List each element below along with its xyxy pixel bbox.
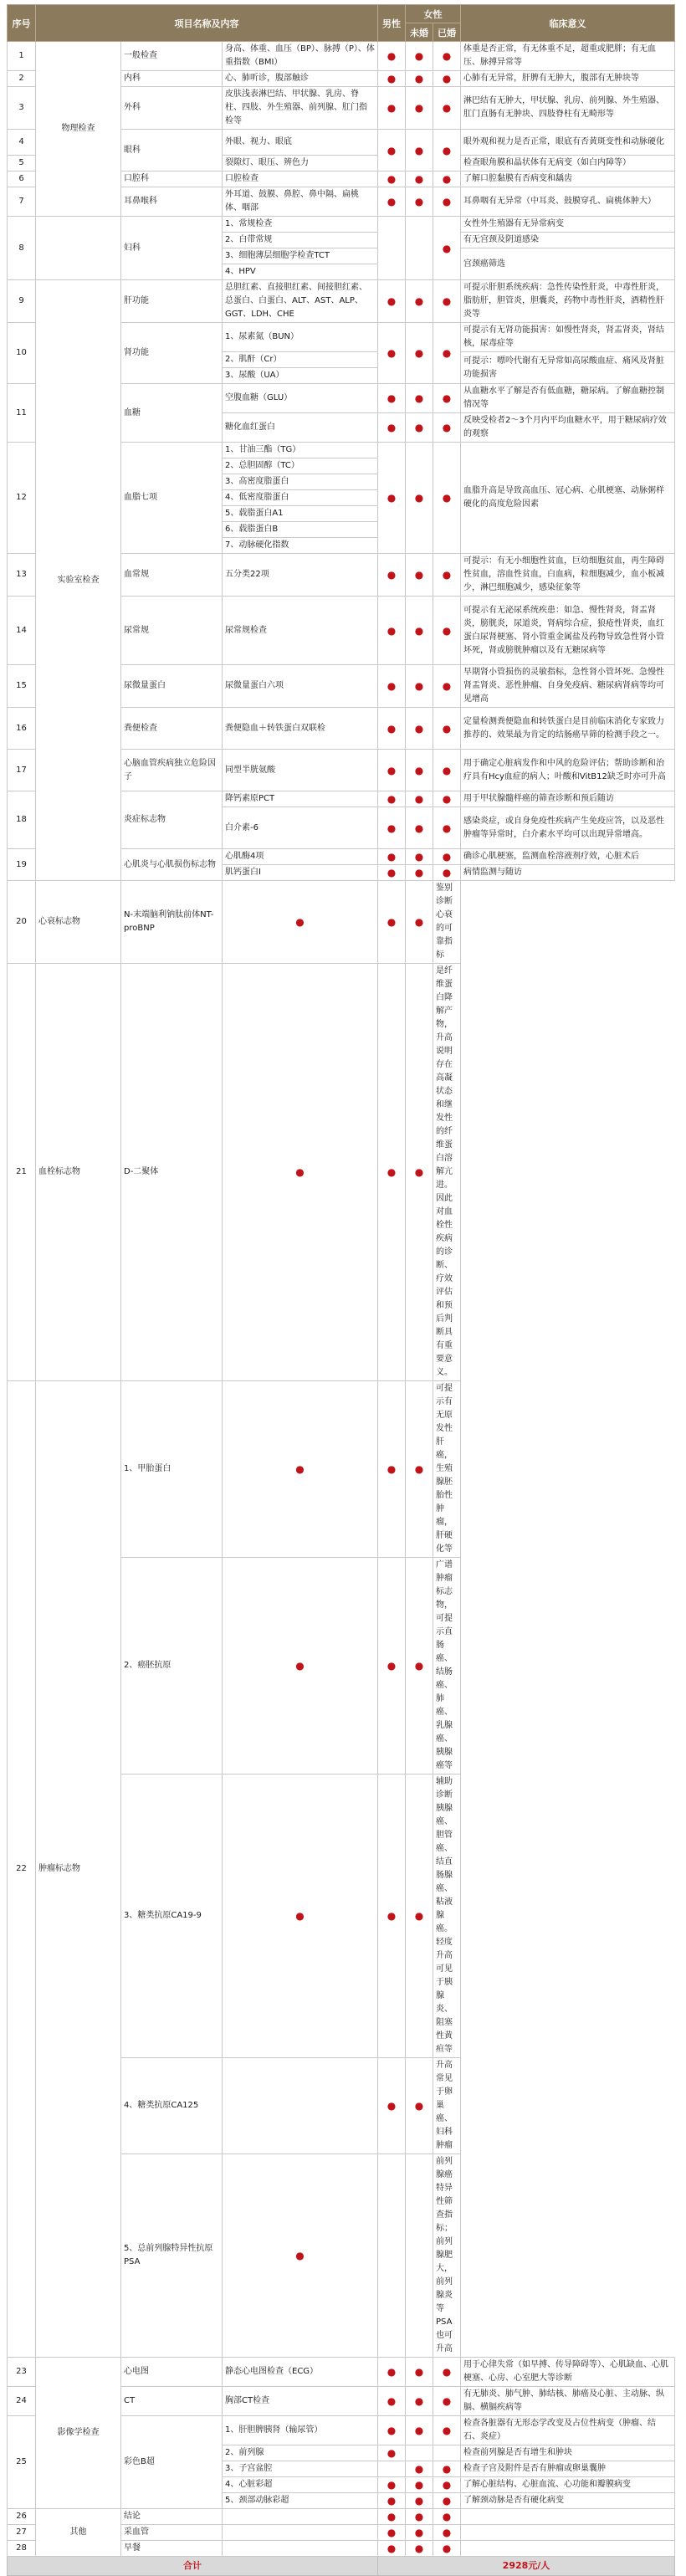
unmarried-mark: ● [406,2493,433,2509]
married-mark: ● [433,865,461,881]
item-content: 白介素-6 [223,807,378,849]
male-mark [223,2058,378,2154]
row-number: 25 [8,2416,36,2509]
male-mark: ● [223,1775,378,2058]
item-name: 心肌炎与心肌损伤标志物 [121,849,223,881]
clinical-meaning: 耳鼻咽有无异常（中耳炎、鼓膜穿孔、扁桃体肿大） [461,187,675,217]
item-content: N-末端脑利钠肽前体NT-proBNP [121,881,223,964]
unmarried-mark: ● [406,413,433,443]
unmarried-mark: ● [378,964,406,1381]
married-mark: ● [433,172,461,187]
clinical-meaning: 可提示有无泌尿系统疾患：如急、慢性肾炎，肾盂肾炎，膀胱炎，尿道炎，肾病综合症，狼疮性肾炎，血红蛋白尿肾梗塞、肾小管重金属盐及药物导致急性肾小管坏死，肾或膀胱肿瘤以及有无糖尿病等 [461,597,675,665]
exam-table-wrapper [7,4,674,2576]
married-mark: ● [433,2387,461,2416]
unmarried-mark: ● [406,42,433,71]
row-number: 15 [8,665,36,708]
total-label: 合计 [8,2557,378,2576]
male-mark: ● [378,87,406,130]
clinical-meaning [461,2509,675,2525]
header-seq: 序号 [8,5,36,42]
unmarried-mark: ● [406,865,433,881]
clinical-meaning: 检查子宫及附件是否有肿瘤或卵巢囊肿 [461,2461,675,2477]
clinical-meaning: 检查各脏器有无形态学改变及占位性病变（肿瘤、结石、炎症） [461,2416,675,2445]
row-number: 2 [8,71,36,87]
married-mark: ● [433,71,461,87]
row-number: 7 [8,187,36,217]
item-content: 外眼、视力、眼底 [223,130,378,156]
married-mark: ● [433,2525,461,2541]
male-mark: ● [378,807,406,849]
male-mark: ● [378,2416,406,2445]
clinical-meaning: 有无肺炎、肺气肿、肺结核、肺癌及心脏、主动脉、纵膈、横膈疾病等 [461,2387,675,2416]
row-number: 23 [8,2358,36,2387]
clinical-meaning: 女性外生殖器有无异常病变 [461,217,675,233]
unmarried-mark: ● [406,708,433,750]
item-content: 心肌酶4项 [223,849,378,865]
item-name: 彩色B超 [121,2416,223,2509]
married-mark: ● [406,881,433,964]
item-name: 血脂七项 [121,443,223,554]
married-mark: ● [433,217,461,280]
clinical-meaning: 有无宫颈及阴道感染 [461,233,675,248]
male-mark: ● [378,849,406,865]
married-mark: ● [406,2058,433,2154]
item-content: 1、甲胎蛋白 [121,1381,223,1558]
row-number: 9 [8,280,36,323]
clinical-meaning: 用于确定心脏病发作和中风的危险评估；帮助诊断和治疗具有Hcy血症的病人；叶酸和VitB12缺乏时亦可升高 [461,750,675,791]
item-content: 4、糖类抗原CA125 [121,2058,223,2154]
male-mark: ● [378,665,406,708]
row-number: 14 [8,597,36,665]
item-name: 口腔科 [121,172,223,187]
unmarried-mark: ● [406,807,433,849]
married-mark: ● [433,2509,461,2525]
married-mark: ● [433,665,461,708]
item-content: 粪便隐血＋转铁蛋白双联检 [223,708,378,750]
row-number: 26 [8,2509,36,2525]
row-number: 6 [8,172,36,187]
male-mark: ● [378,413,406,443]
clinical-meaning: 反映受检者2～3个月内平均血糖水平，用于糖尿病疗效的观察 [461,413,675,443]
item-content: 2、癌胚抗原 [121,1558,223,1775]
row-number: 1 [8,42,36,71]
clinical-meaning: 可提示肝胆系统疾病：急性传染性肝炎，中毒性肝炎，脂肪肝，胆管炎，胆囊炎，药物中毒性肝炎，酒精性肝炎等 [461,280,675,323]
item-content: 皮肤浅表淋巴结、甲状腺、乳房、脊柱、四肢、外生殖器、前列腺、肛门指检等 [223,87,378,130]
male-mark: ● [378,172,406,187]
row-number: 22 [8,1381,36,2358]
unmarried-mark: ● [406,597,433,665]
unmarried-mark [406,217,433,280]
unmarried-mark: ● [406,323,433,384]
item-name: 内科 [121,71,223,87]
clinical-meaning: 可提示：嘌呤代谢有无异常如高尿酸血症、痛风及肾脏功能损害 [461,352,675,384]
row-number: 13 [8,554,36,597]
clinical-meaning: 眼外观和视力是否正常，眼底有否黄斑变性和动脉硬化 [461,130,675,156]
item-content: 3、尿酸（UA） [223,368,378,384]
unmarried-mark: ● [406,172,433,187]
unmarried-mark [378,2154,406,2358]
item-content: 总胆红素、直接胆红素、间接胆红素、总蛋白、白蛋白、ALT、AST、ALP、GGT、LDH、CHE [223,280,378,323]
married-mark: ● [433,2358,461,2387]
male-mark [378,2461,406,2477]
unmarried-mark: ● [406,2387,433,2416]
male-mark: ● [378,2387,406,2416]
item-content: 4、心脏彩超 [223,2477,378,2493]
married-mark: ● [433,323,461,384]
married-mark: ● [406,1558,433,1775]
male-mark: ● [223,1558,378,1775]
row-number: 28 [8,2541,36,2557]
male-mark: ● [378,187,406,217]
married-mark: ● [433,384,461,413]
category-label: 影像学检查 [36,2358,121,2509]
married-mark: ● [433,2541,461,2557]
clinical-meaning: 确诊心肌梗塞，监测血栓溶液剂疗效，心脏术后 [461,849,675,865]
item-content: 糖化血红蛋白 [223,413,378,443]
item-name: CT [121,2387,223,2416]
clinical-meaning: 体重是否正常，有无体重不足，超重或肥胖；有无血压、脉搏异常等 [461,42,675,71]
clinical-meaning: 了解心脏结构、心脏血流、心功能和瓣膜病变 [461,2477,675,2493]
clinical-meaning: 可提示有无肾功能损害：如慢性肾炎，肾盂肾炎，肾结核，尿毒症等 [461,323,675,352]
married-mark: ● [433,443,461,554]
clinical-meaning: 广谱肿瘤标志物，可提示直肠癌、结肠癌、肺癌、乳腺癌、胰腺癌等 [433,1558,461,1775]
married-mark: ● [433,2477,461,2493]
unmarried-mark: ● [406,71,433,87]
header-unmarried: 未婚 [406,23,433,42]
unmarried-mark: ● [406,87,433,130]
male-mark: ● [378,2358,406,2387]
unmarried-mark: ● [406,130,433,172]
exam-package-table [7,4,675,2576]
unmarried-mark: ● [406,187,433,217]
married-mark: ● [433,2493,461,2509]
clinical-meaning: 可提示有无原发性肝癌，生殖腺胚胎性肿瘤，肝硬化等 [433,1381,461,1558]
unmarried-mark: ● [406,665,433,708]
male-mark: ● [378,2525,406,2541]
item-name: 早餐 [121,2541,223,2557]
unmarried-mark: ● [406,2461,433,2477]
unmarried-mark: ● [406,2358,433,2387]
married-mark: ● [433,2416,461,2445]
male-mark: ● [378,865,406,881]
item-name: 眼科 [121,130,223,172]
total-price: 2928元/人 [378,2557,675,2576]
unmarried-mark: ● [378,1558,406,1775]
unmarried-mark: ● [406,849,433,865]
item-content: 口腔检查 [223,172,378,187]
unmarried-mark: ● [406,2541,433,2557]
item-name: 采血管 [121,2525,223,2541]
clinical-meaning: 可提示：有无小细胞性贫血，巨幼细胞贫血，再生障碍性贫血，溶血性贫血，白血病，粒细胞减少，血小板减少，淋巴细胞减少，感染征象等 [461,554,675,597]
clinical-meaning: 血脂升高是导致高血压、冠心病、心肌梗塞、动脉粥样硬化的高度危险因素 [461,443,675,554]
married-mark: ● [433,807,461,849]
row-number: 3 [8,87,36,130]
header-meaning: 临床意义 [461,5,675,42]
item-name: 血糖 [121,384,223,443]
married-mark: ● [406,964,433,1381]
item-name: 心脑血管疾病独立危险因子 [121,750,223,791]
category-label: 其他 [36,2509,121,2557]
item-name: 尿微量蛋白 [121,665,223,708]
item-content: 5、总前列腺特异性抗原PSA [121,2154,223,2358]
item-name: 外科 [121,87,223,130]
row-number: 16 [8,708,36,750]
married-mark [406,2154,433,2358]
item-name: 结论 [121,2509,223,2525]
item-content [223,2509,378,2525]
unmarried-mark: ● [406,384,433,413]
item-content: 3、细胞薄层细胞学检查TCT [223,248,378,264]
item-content: 身高、体重、血压（BP）、脉搏（P）、体重指数（BMI） [223,42,378,71]
item-name: 血栓标志物 [36,964,121,1381]
clinical-meaning: 了解口腔黏膜有否病变和龋齿 [461,172,675,187]
clinical-meaning: 用于心律失常（如早搏、传导障碍等）、心肌缺血、心肌梗塞、心房、心室肥大等诊断 [461,2358,675,2387]
unmarried-mark: ● [406,280,433,323]
item-content: 3、子宫盆腔 [223,2461,378,2477]
male-mark: ● [378,2541,406,2557]
header-married: 已婚 [433,23,461,42]
item-content: 4、低密度脂蛋白 [223,490,378,506]
clinical-meaning [461,2525,675,2541]
item-content: 3、糖类抗原CA19-9 [121,1775,223,2058]
row-number: 11 [8,384,36,443]
male-mark: ● [378,791,406,807]
clinical-meaning: 辅助诊断胰腺癌、胆管癌、结直肠腺癌、粘液腺癌。轻度升高可见于胰腺炎、阻塞性黄疸等 [433,1775,461,2058]
clinical-meaning: 病情监测与随访 [461,865,675,881]
row-number: 10 [8,323,36,384]
male-mark: ● [378,323,406,384]
item-content: 尿常规检查 [223,597,378,665]
male-mark: ● [378,71,406,87]
married-mark: ● [433,791,461,807]
unmarried-mark: ● [406,791,433,807]
clinical-meaning: 升高常见于卵巢癌、妇科肿瘤 [433,2058,461,2154]
category-label: 实验室检查 [36,280,121,881]
item-content: 降钙素原PCT [223,791,378,807]
row-number: 19 [8,849,36,881]
unmarried-mark: ● [406,2477,433,2493]
married-mark: ● [433,554,461,597]
row-number: 21 [8,964,36,1381]
male-mark: ● [378,2445,406,2461]
item-content: 7、动脉硬化指数 [223,538,378,554]
row-number: 24 [8,2387,36,2416]
male-mark: ● [378,130,406,172]
male-mark: ● [378,443,406,554]
item-content: 尿微量蛋白六项 [223,665,378,708]
item-name: 尿常规 [121,597,223,665]
married-mark: ● [433,413,461,443]
item-name: 耳鼻喉科 [121,187,223,217]
unmarried-mark: ● [378,881,406,964]
item-content: 1、常规检查 [223,217,378,233]
male-mark: ● [378,708,406,750]
item-content: 5、载脂蛋白A1 [223,506,378,522]
unmarried-mark: ● [406,554,433,597]
item-content: 心、肺听诊，腹部触诊 [223,71,378,87]
item-name: 肝功能 [121,280,223,323]
unmarried-mark: ● [406,2525,433,2541]
male-mark: ● [378,2509,406,2525]
row-number: 8 [8,217,36,280]
clinical-meaning: 检查眼角膜和晶状体有无病变（如白内障等） [461,156,675,172]
item-content: 五分类22项 [223,554,378,597]
married-mark: ● [406,1775,433,2058]
item-content: 5、颈部动脉彩超 [223,2493,378,2509]
clinical-meaning: 淋巴结有无肿大，甲状腺、乳房、前列腺、外生殖器、肛门直肠有无肿块、四肢脊柱有无畸形等 [461,87,675,130]
unmarried-mark: ● [378,1775,406,2058]
clinical-meaning: 是纤维蛋白降解产物，升高说明存在高凝状态和继发性的纤维蛋白溶解亢进。因此对血栓性疾病的诊断、疗效评估和预后判断具有重要意义。 [433,964,461,1381]
item-content: 裂隙灯、眼压、辨色力 [223,156,378,172]
male-mark: ● [223,964,378,1381]
item-name: 肿瘤标志物 [36,1381,121,2358]
male-mark: ● [223,2154,378,2358]
header-item: 项目名称及内容 [36,5,378,42]
category-label: 物理检查 [36,42,121,217]
male-mark: ● [378,384,406,413]
married-mark: ● [433,597,461,665]
item-content: 3、高密度脂蛋白 [223,474,378,490]
item-content: 2、白带常规 [223,233,378,248]
male-mark: ● [378,2477,406,2493]
unmarried-mark: ● [378,2058,406,2154]
male-mark: ● [378,554,406,597]
clinical-meaning: 感染炎症，或自身免疫性疾病产生免疫应答，以及恶性肿瘤等异常时，白介素水平均可以出现异常增高。 [461,807,675,849]
item-content: 胸部CT检查 [223,2387,378,2416]
row-number: 4 [8,130,36,156]
item-content: 1、肝胆脾胰肾（输尿管） [223,2416,378,2445]
item-content: 2、前列腺 [223,2445,378,2461]
item-name: 妇科 [121,217,223,280]
item-name: 心电图 [121,2358,223,2387]
clinical-meaning [461,2541,675,2557]
married-mark: ● [433,2461,461,2477]
unmarried-mark: ● [406,443,433,554]
married-mark [433,2445,461,2461]
item-name: 粪便检查 [121,708,223,750]
row-number: 18 [8,791,36,849]
row-number: 27 [8,2525,36,2541]
male-mark: ● [223,1381,378,1558]
item-content: 2、总胆固醇（TC） [223,458,378,474]
item-content [223,2525,378,2541]
header-male: 男性 [378,5,406,42]
item-content: 同型半胱氨酸 [223,750,378,791]
item-name: 一般检查 [121,42,223,71]
row-number: 12 [8,443,36,554]
item-content: 静态心电图检查（ECG） [223,2358,378,2387]
clinical-meaning: 鉴别诊断心衰的可靠指标 [433,881,461,964]
married-mark: ● [433,42,461,71]
row-number: 20 [8,881,36,964]
male-mark: ● [378,597,406,665]
married-mark: ● [433,849,461,865]
unmarried-mark [406,2445,433,2461]
clinical-meaning: 用于甲状腺髓样癌的筛查诊断和预后随访 [461,791,675,807]
clinical-meaning: 前列腺癌特异性筛查指标；前列腺肥大，前列腺炎等PSA也可升高 [433,2154,461,2358]
clinical-meaning: 从血糖水平了解是否有低血糖，糖尿病。了解血糖控制情况等 [461,384,675,413]
clinical-meaning: 定量检测粪便隐血和转铁蛋白是目前临床消化专家致力推荐的、效果最为肯定的结肠癌早筛的检测手段之一。 [461,708,675,750]
header-female: 女性 [406,5,461,23]
male-mark: ● [378,2493,406,2509]
married-mark: ● [406,1381,433,1558]
married-mark: ● [433,708,461,750]
clinical-meaning: 了解颈动脉是否有硬化病变 [461,2493,675,2509]
item-name: 血常规 [121,554,223,597]
male-mark: ● [378,42,406,71]
category-spacer [36,217,121,280]
married-mark: ● [433,187,461,217]
male-mark: ● [378,280,406,323]
item-content: 空腹血糖（GLU） [223,384,378,413]
item-content: 1、甘油三酯（TG） [223,443,378,458]
item-name: 心衰标志物 [36,881,121,964]
married-mark: ● [433,280,461,323]
male-mark: ● [378,750,406,791]
item-content: 6、载脂蛋白B [223,522,378,538]
unmarried-mark: ● [406,2509,433,2525]
unmarried-mark: ● [406,2416,433,2445]
male-mark: ● [223,881,378,964]
married-mark: ● [433,130,461,172]
item-name: 肾功能 [121,323,223,384]
row-number: 17 [8,750,36,791]
row-number: 5 [8,156,36,172]
item-content: 外耳道、鼓膜、鼻腔、鼻中隔、扁桃体、咽部 [223,187,378,217]
unmarried-mark: ● [406,750,433,791]
item-content: D-二聚体 [121,964,223,1381]
item-content: 肌钙蛋白I [223,865,378,881]
married-mark: ● [433,750,461,791]
unmarried-mark: ● [378,1381,406,1558]
clinical-meaning: 宫颈癌筛选 [461,248,675,280]
male-mark [378,217,406,280]
married-mark: ● [433,87,461,130]
item-name: 炎症标志物 [121,791,223,849]
item-content: 4、HPV [223,264,378,280]
clinical-meaning: 心肺有无异常，肝脾有无肿大，腹部有无肿块等 [461,71,675,87]
item-content: 1、尿素氮（BUN） [223,323,378,352]
item-content [223,2541,378,2557]
clinical-meaning: 早期肾小管损伤的灵敏指标，急性肾小管坏死、急慢性肾盂肾炎、恶性肿瘤、自身免疫病、糖尿病肾病等均可见增高 [461,665,675,708]
item-content: 2、肌酐（Cr） [223,352,378,368]
clinical-meaning: 检查前列腺是否有增生和肿块 [461,2445,675,2461]
